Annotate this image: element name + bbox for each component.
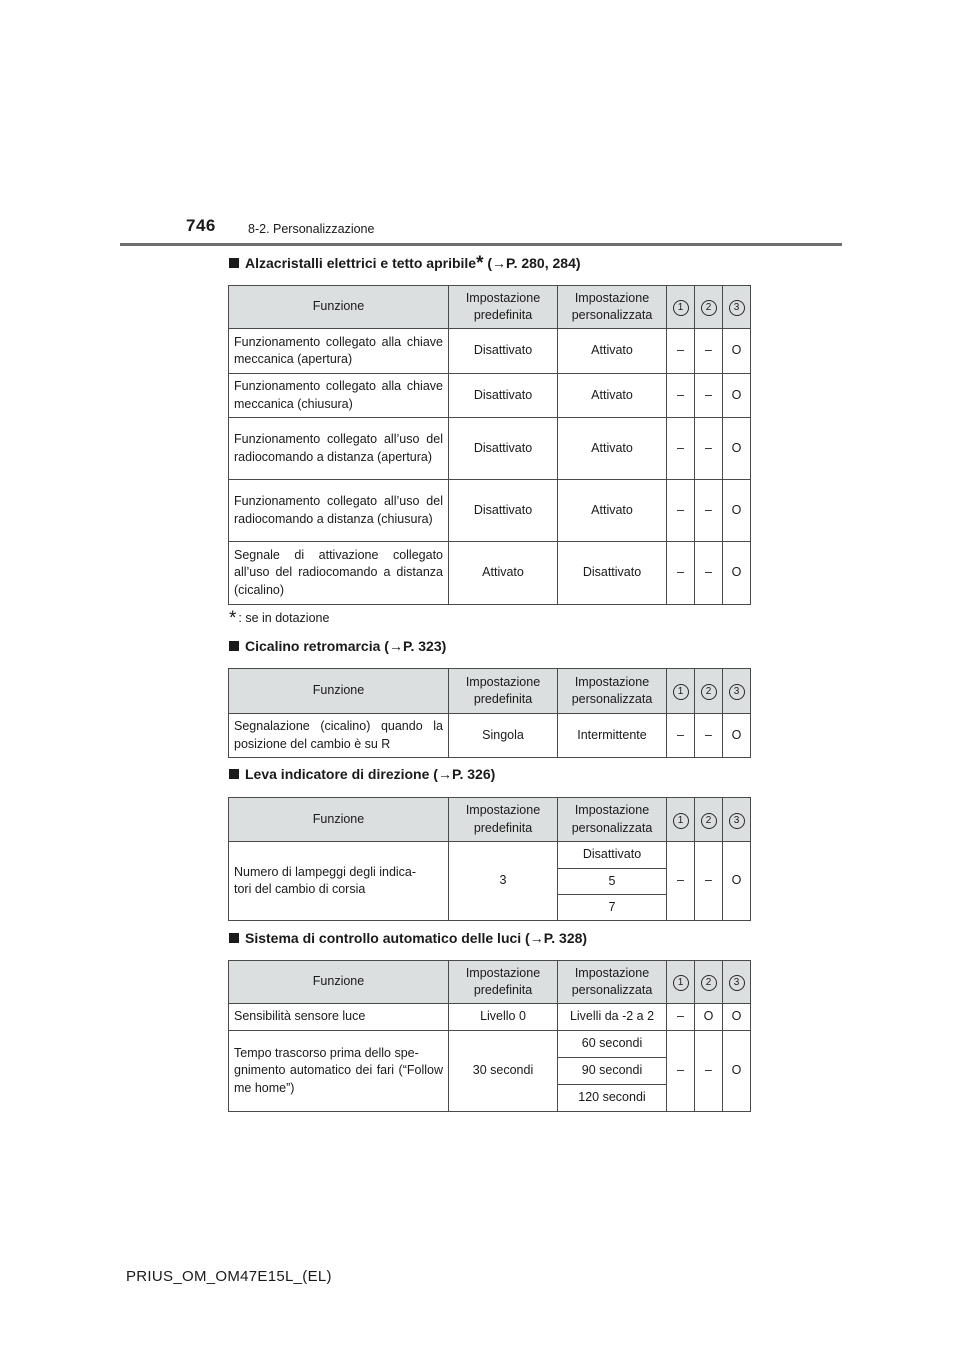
funzione-line: tori del cambio di corsia xyxy=(234,882,366,896)
cell-custom-option: 5 xyxy=(558,869,667,895)
cell-mode1: – xyxy=(667,542,695,605)
arrow-icon: → xyxy=(437,766,452,782)
footnote xyxy=(229,608,329,630)
table-header-row xyxy=(229,286,751,329)
col-header-custom: Impostazione personalizzata xyxy=(558,286,667,329)
col-header-custom: Impostazione personalizzata xyxy=(558,798,667,842)
circled-number-3: 3 xyxy=(729,975,745,991)
cell-mode1: – xyxy=(667,1031,695,1112)
cell-mode3: O xyxy=(723,374,751,418)
page-reference: P. 328 xyxy=(543,930,583,946)
cell-mode2: – xyxy=(695,1031,723,1112)
table-row xyxy=(229,374,751,418)
cell-mode1: – xyxy=(667,1004,695,1031)
settings-table-alzacristalli xyxy=(228,285,751,605)
page-reference: P. 280, 284 xyxy=(506,255,576,271)
cell-custom-option: 7 xyxy=(558,895,667,921)
col-header-default: Impostazione predefinita xyxy=(449,286,558,329)
section-title: Sistema di controllo automatico delle luci xyxy=(245,930,522,946)
square-bullet-icon xyxy=(229,769,239,779)
section-heading-controllo-luci: Sistema di controllo automatico delle luci (→P. 328) xyxy=(229,930,587,946)
page-reference: P. 323 xyxy=(402,638,442,654)
cell-custom: Attivato xyxy=(558,480,667,542)
square-bullet-icon xyxy=(229,641,239,651)
cell-mode1: – xyxy=(667,374,695,418)
circled-number-2: 2 xyxy=(701,813,717,829)
cell-custom: Disattivato xyxy=(558,542,667,605)
circled-number-1: 1 xyxy=(673,684,689,700)
settings-table-controllo-luci xyxy=(228,960,751,1112)
cell-mode1: – xyxy=(667,480,695,542)
funzione-line: Numero di lampeggi degli indica- xyxy=(234,864,417,879)
table-row xyxy=(229,1031,751,1058)
cell-default: Attivato xyxy=(449,542,558,605)
cell-custom-option: 120 secondi xyxy=(558,1085,667,1112)
funzione-line: gnimento automatico dei fari (“Follow me home”) xyxy=(234,1063,443,1095)
section-heading-alzacristalli: Alzacristalli elettrici e tetto apribile* (→P. 280, 284) xyxy=(229,253,581,275)
cell-mode3: O xyxy=(723,418,751,480)
cell-funzione: Segnale di attivazione collegato all’uso del radiocomando a distanza (cicalino) xyxy=(229,542,449,605)
cell-custom: Attivato xyxy=(558,329,667,374)
table-row xyxy=(229,329,751,374)
cell-default: 30 secondi xyxy=(449,1031,558,1112)
circled-number-3: 3 xyxy=(729,300,745,316)
circled-number-2: 2 xyxy=(701,684,717,700)
section-label: 8-2. Personalizzazione xyxy=(248,222,375,236)
cell-funzione: Funzionamento collegato alla chiave meccanica (chiusura) xyxy=(229,374,449,418)
cell-custom-option: 90 secondi xyxy=(558,1058,667,1085)
cell-funzione: Segnalazione (cicalino) quando la posizione del cambio è su R xyxy=(229,714,449,758)
circled-number-1: 1 xyxy=(673,975,689,991)
document-code: PRIUS_OM_OM47E15L_(EL) xyxy=(126,1268,332,1285)
arrow-icon: → xyxy=(529,930,544,946)
cell-mode2: O xyxy=(695,1004,723,1031)
table-header-row xyxy=(229,669,751,714)
section-title: Leva indicatore di direzione xyxy=(245,766,430,782)
table-header-row xyxy=(229,961,751,1004)
cell-mode3: O xyxy=(723,329,751,374)
arrow-icon: → xyxy=(492,255,507,271)
funzione-line: Tempo trascorso prima dello spe- xyxy=(234,1045,419,1060)
circled-number-1: 1 xyxy=(673,300,689,316)
col-header-funzione: Funzione xyxy=(229,798,449,842)
settings-table-leva-indicatore xyxy=(228,797,751,921)
col-header-funzione: Funzione xyxy=(229,669,449,714)
table-row xyxy=(229,1004,751,1031)
cell-funzione: Funzionamento collegato all’uso del radiocomando a distanza (apertura) xyxy=(229,418,449,480)
table-row xyxy=(229,418,751,480)
table-row xyxy=(229,542,751,605)
cell-mode2: – xyxy=(695,480,723,542)
circled-number-2: 2 xyxy=(701,300,717,316)
cell-mode2: – xyxy=(695,714,723,758)
cell-funzione: Funzionamento collegato all’uso del radiocomando a distanza (chiusura) xyxy=(229,480,449,542)
page-number: 746 xyxy=(186,216,216,235)
circled-number-1: 1 xyxy=(673,813,689,829)
page-reference: P. 326 xyxy=(451,766,491,782)
col-header-custom: Impostazione personalizzata xyxy=(558,961,667,1004)
cell-mode3: O xyxy=(723,542,751,605)
cell-funzione: Sensibilità sensore luce xyxy=(229,1004,449,1031)
cell-default: Disattivato xyxy=(449,329,558,374)
cell-default: Disattivato xyxy=(449,418,558,480)
cell-mode2: – xyxy=(695,329,723,374)
arrow-icon: → xyxy=(388,638,403,654)
cell-mode1: – xyxy=(667,418,695,480)
circled-number-3: 3 xyxy=(729,684,745,700)
cell-mode2: – xyxy=(695,542,723,605)
cell-custom: Attivato xyxy=(558,418,667,480)
table-row xyxy=(229,842,751,869)
cell-custom: Attivato xyxy=(558,374,667,418)
cell-mode2: – xyxy=(695,418,723,480)
cell-mode3: O xyxy=(723,1004,751,1031)
cell-default: Livello 0 xyxy=(449,1004,558,1031)
cell-mode1: – xyxy=(667,842,695,921)
cell-custom: Intermittente xyxy=(558,714,667,758)
cell-mode1: – xyxy=(667,329,695,374)
cell-custom-option: Disattivato xyxy=(558,842,667,869)
circled-number-2: 2 xyxy=(701,975,717,991)
circled-number-3: 3 xyxy=(729,813,745,829)
table-row xyxy=(229,480,751,542)
col-header-default: Impostazione predefinita xyxy=(449,798,558,842)
square-bullet-icon xyxy=(229,258,239,268)
section-heading-cicalino: Cicalino retromarcia (→P. 323) xyxy=(229,638,446,654)
section-title: Alzacristalli elettrici e tetto apribile xyxy=(245,255,477,271)
cell-custom-option: 60 secondi xyxy=(558,1031,667,1058)
col-header-funzione: Funzione xyxy=(229,286,449,329)
col-header-funzione: Funzione xyxy=(229,961,449,1004)
cell-default: Disattivato xyxy=(449,480,558,542)
cell-mode2: – xyxy=(695,842,723,921)
table-header-row xyxy=(229,798,751,842)
table-row xyxy=(229,714,751,758)
cell-custom: Livelli da -2 a 2 xyxy=(558,1004,667,1031)
square-bullet-icon xyxy=(229,933,239,943)
settings-table-cicalino xyxy=(228,668,751,758)
cell-mode3: O xyxy=(723,842,751,921)
cell-funzione xyxy=(229,1031,449,1112)
cell-default: Disattivato xyxy=(449,374,558,418)
footnote-text: : se in dotazione xyxy=(238,611,330,625)
cell-default: Singola xyxy=(449,714,558,758)
header-divider xyxy=(120,243,842,246)
asterisk-mark: * xyxy=(476,253,484,274)
cell-mode3: O xyxy=(723,1031,751,1112)
cell-mode2: – xyxy=(695,374,723,418)
col-header-custom: Impostazione personalizzata xyxy=(558,669,667,714)
section-title: Cicalino retromarcia xyxy=(245,638,381,654)
cell-mode3: O xyxy=(723,714,751,758)
asterisk-mark: * xyxy=(229,608,237,629)
cell-default: 3 xyxy=(449,842,558,921)
cell-funzione xyxy=(229,842,449,921)
col-header-default: Impostazione predefinita xyxy=(449,669,558,714)
col-header-default: Impostazione predefinita xyxy=(449,961,558,1004)
section-heading-leva-indicatore: Leva indicatore di direzione (→P. 326) xyxy=(229,766,495,782)
cell-funzione: Funzionamento collegato alla chiave meccanica (apertura) xyxy=(229,329,449,374)
cell-mode1: – xyxy=(667,714,695,758)
cell-mode3: O xyxy=(723,480,751,542)
